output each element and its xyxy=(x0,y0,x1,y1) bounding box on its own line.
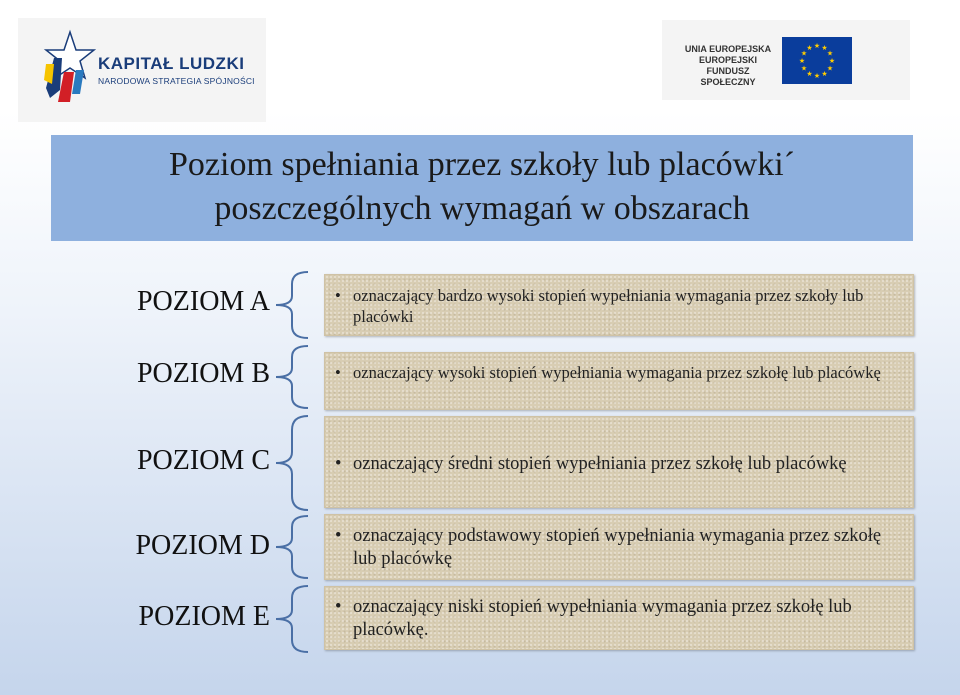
logo-subtitle: NARODOWA STRATEGIA SPÓJNOŚCI xyxy=(98,76,255,86)
title-line1: Poziom spełniania przez szkoły lub placówki´ xyxy=(169,146,795,183)
eu-star-icon: ★ xyxy=(806,69,813,78)
level-b-description: • oznaczający wysoki stopień wypełniania wymagania przez szkołę lub placówkę xyxy=(353,362,903,383)
level-e-label: POZIOM E xyxy=(138,601,270,632)
eu-star-icon: ★ xyxy=(813,42,821,50)
level-e-description-box xyxy=(324,586,914,650)
brace-a-icon xyxy=(272,270,312,340)
level-a-description: • oznaczający bardzo wysoki stopień wypełniania wymagania przez szkoły lub placówki xyxy=(353,285,903,327)
level-e-description: • oznaczający niski stopień wypełniania wymagania przez szkołę lub placówkę. xyxy=(353,596,903,642)
eu-star-icon: ★ xyxy=(798,57,806,65)
brace-d-icon xyxy=(272,514,312,580)
level-a-label: POZIOM A xyxy=(136,286,270,317)
eu-star-icon: ★ xyxy=(821,44,828,53)
level-d-description-box xyxy=(324,514,914,580)
level-c-description-box xyxy=(324,416,914,508)
level-a-description-box xyxy=(324,274,914,336)
eu-star-icon: ★ xyxy=(800,64,808,73)
eu-star-icon: ★ xyxy=(826,64,834,73)
eu-star-icon: ★ xyxy=(826,49,834,58)
eu-text-line3: FUNDUSZ SPOŁECZNY xyxy=(700,66,756,87)
level-d-label: POZIOM D xyxy=(135,530,270,561)
level-d-description: • oznaczający podstawowy stopień wypełniania wymagania przez szkołę lub placówkę xyxy=(353,525,903,571)
level-b-label: POZIOM B xyxy=(136,358,270,389)
level-c-description: • oznaczający średni stopień wypełniania przez szkołę lub placówkę xyxy=(353,453,903,476)
eu-text-line2: EUROPEJSKI xyxy=(698,55,758,65)
brace-b-icon xyxy=(272,344,312,410)
eu-flag-icon xyxy=(782,37,852,84)
slide-title xyxy=(51,135,913,241)
eu-star-icon: ★ xyxy=(806,44,813,53)
eu-star-icon: ★ xyxy=(821,69,828,78)
kapital-ludzki-star-icon xyxy=(40,28,96,104)
eu-star-icon: ★ xyxy=(828,57,836,65)
eu-text-line1: UNIA EUROPEJSKA xyxy=(684,44,772,54)
logo-title: KAPITAŁ LUDZKI xyxy=(98,54,245,73)
kapital-ludzki-logo xyxy=(18,18,266,122)
eu-star-icon: ★ xyxy=(813,72,821,80)
eu-logo xyxy=(662,20,910,100)
level-c-label: POZIOM C xyxy=(136,445,270,476)
eu-star-icon: ★ xyxy=(800,49,808,58)
brace-e-icon xyxy=(272,584,312,654)
title-line2: poszczególnych wymagań w obszarach xyxy=(214,190,750,227)
level-b-description-box xyxy=(324,352,914,410)
brace-c-icon xyxy=(272,414,312,512)
